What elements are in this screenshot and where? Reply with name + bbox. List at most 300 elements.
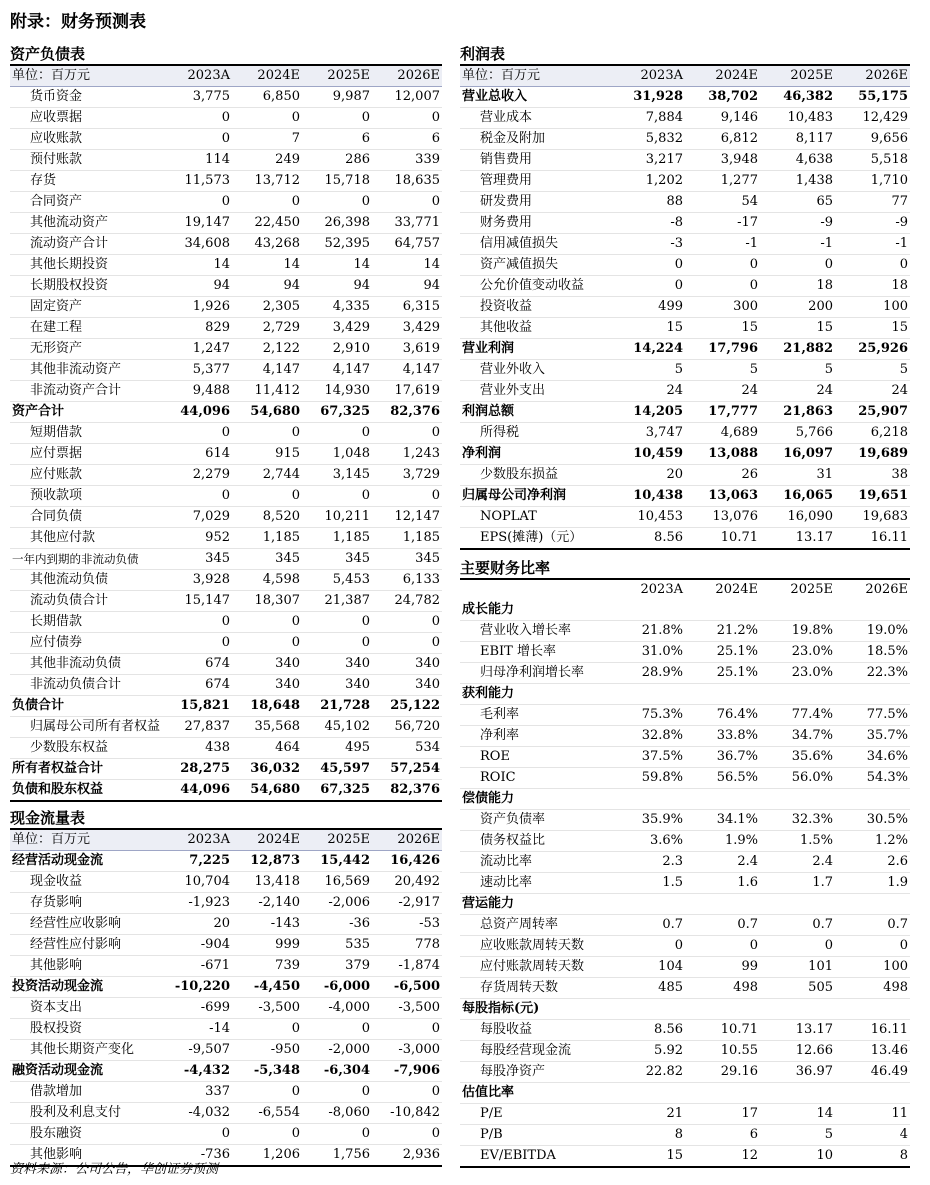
cash-flow-row-label: 股利及利息支付 xyxy=(10,1103,162,1124)
ratios-value: 1.5% xyxy=(760,831,835,852)
ratios-value: 101 xyxy=(760,957,835,978)
income-statement-value: 3,948 xyxy=(685,150,760,171)
cash-flow-table xyxy=(10,830,442,1167)
cash-flow-value: -5,348 xyxy=(232,1061,302,1082)
cash-flow-value: 739 xyxy=(232,956,302,977)
ratios-row xyxy=(460,1146,910,1168)
balance-sheet-row-label: 应付债券 xyxy=(10,633,162,654)
ratios-value: 8 xyxy=(835,1146,910,1168)
balance-sheet-value: 1,185 xyxy=(232,528,302,549)
ratios-value: 34.6% xyxy=(835,747,910,768)
cash-flow-value: 7,225 xyxy=(162,851,232,872)
income-statement-value: 5 xyxy=(610,360,685,381)
cash-flow-value: 1,206 xyxy=(232,1145,302,1167)
ratios-row-label: EV/EBITDA xyxy=(460,1146,610,1168)
income-statement-row xyxy=(460,213,910,234)
income-statement-row-label: 营业外收入 xyxy=(460,360,610,381)
cash-flow-value: -53 xyxy=(372,914,442,935)
income-statement-value: 38,702 xyxy=(685,87,760,108)
income-statement-value: -1 xyxy=(760,234,835,255)
cash-flow-row-label: 其他影响 xyxy=(10,1145,162,1167)
balance-sheet-value: 114 xyxy=(162,150,232,171)
cash-flow-value: -3,500 xyxy=(232,998,302,1019)
ratios-category-row xyxy=(460,600,910,621)
balance-sheet-unit-label: 单位：百万元 xyxy=(10,66,162,87)
ratios-value: 56.0% xyxy=(760,768,835,789)
balance-sheet-row-label: 长期股权投资 xyxy=(10,276,162,297)
cash-flow-value: 12,873 xyxy=(232,851,302,872)
cash-flow-header-row xyxy=(10,830,442,851)
cash-flow-value: -4,000 xyxy=(302,998,372,1019)
income-statement-row xyxy=(460,87,910,108)
cash-flow-row xyxy=(10,956,442,977)
balance-sheet-value: 7 xyxy=(232,129,302,150)
income-statement-value: 25,907 xyxy=(835,402,910,423)
income-statement-value: 0 xyxy=(685,276,760,297)
balance-sheet-table xyxy=(10,66,442,802)
ratios-row xyxy=(460,1020,910,1041)
income-statement-value: 16,097 xyxy=(760,444,835,465)
balance-sheet-row xyxy=(10,633,442,654)
ratios-value: 32.8% xyxy=(610,726,685,747)
income-statement-value: -8 xyxy=(610,213,685,234)
income-statement-panel xyxy=(460,42,910,550)
ratios-value: 18.5% xyxy=(835,642,910,663)
income-statement-row-label: 财务费用 xyxy=(460,213,610,234)
ratios-value: 25.1% xyxy=(685,642,760,663)
cash-flow-value: -6,554 xyxy=(232,1103,302,1124)
balance-sheet-row-label: 其他非流动负债 xyxy=(10,654,162,675)
balance-sheet-value: 534 xyxy=(372,738,442,759)
ratios-value: 0 xyxy=(610,936,685,957)
balance-sheet-value: 0 xyxy=(302,486,372,507)
balance-sheet-value: 34,608 xyxy=(162,234,232,255)
cash-flow-value: 20 xyxy=(162,914,232,935)
ratios-row-label: 每股收益 xyxy=(460,1020,610,1041)
ratios-value: 1.9 xyxy=(835,873,910,894)
balance-sheet-value: 19,147 xyxy=(162,213,232,234)
balance-sheet-value: 0 xyxy=(302,192,372,213)
balance-sheet-value: 0 xyxy=(302,423,372,444)
income-statement-value: 21,882 xyxy=(760,339,835,360)
income-statement-value: 0 xyxy=(835,255,910,276)
income-statement-value: 13,063 xyxy=(685,486,760,507)
cash-flow-value: -10,842 xyxy=(372,1103,442,1124)
income-statement-header-row xyxy=(460,66,910,87)
balance-sheet-value: 0 xyxy=(232,192,302,213)
balance-sheet-value: 464 xyxy=(232,738,302,759)
balance-sheet-value: 18,307 xyxy=(232,591,302,612)
income-statement-value: 5,766 xyxy=(760,423,835,444)
ratios-value: 17 xyxy=(685,1104,760,1125)
income-statement-value: 13,088 xyxy=(685,444,760,465)
balance-sheet-row xyxy=(10,129,442,150)
income-statement-row xyxy=(460,360,910,381)
ratios-value: 75.3% xyxy=(610,705,685,726)
balance-sheet-title: 资产负债表 xyxy=(10,42,442,66)
balance-sheet-value: 13,712 xyxy=(232,171,302,192)
balance-sheet-row-label: 短期借款 xyxy=(10,423,162,444)
income-statement-value: 200 xyxy=(760,297,835,318)
income-statement-value: 24 xyxy=(685,381,760,402)
income-statement-value: 3,747 xyxy=(610,423,685,444)
balance-sheet-value: 674 xyxy=(162,654,232,675)
balance-sheet-value: 4,598 xyxy=(232,570,302,591)
ratios-value: 485 xyxy=(610,978,685,999)
balance-sheet-row-label: 其他非流动资产 xyxy=(10,360,162,381)
balance-sheet-value: 36,032 xyxy=(232,759,302,780)
ratios-category-row xyxy=(460,684,910,705)
ratios-value: 35.6% xyxy=(760,747,835,768)
balance-sheet-row xyxy=(10,570,442,591)
cash-flow-value: 0 xyxy=(302,1124,372,1145)
balance-sheet-value: 94 xyxy=(372,276,442,297)
ratios-value: 0.7 xyxy=(610,915,685,936)
income-statement-value: 31 xyxy=(760,465,835,486)
income-statement-row-label: 净利润 xyxy=(460,444,610,465)
balance-sheet-value: 0 xyxy=(162,129,232,150)
income-statement-value: 17,777 xyxy=(685,402,760,423)
balance-sheet-row-label: 其他流动资产 xyxy=(10,213,162,234)
page-title: 附录：财务预测表 xyxy=(10,12,146,32)
income-statement-row-label: 归属母公司净利润 xyxy=(460,486,610,507)
balance-sheet-value: 22,450 xyxy=(232,213,302,234)
ratios-row xyxy=(460,915,910,936)
income-statement-value: 10.71 xyxy=(685,528,760,550)
income-statement-row-label: 其他收益 xyxy=(460,318,610,339)
income-statement-value: 16.11 xyxy=(835,528,910,550)
ratios-category-label: 偿债能力 xyxy=(460,789,910,810)
income-statement-row-label: 资产减值损失 xyxy=(460,255,610,276)
ratios-row xyxy=(460,957,910,978)
balance-sheet-value: 4,147 xyxy=(302,360,372,381)
ratios-value: 16.11 xyxy=(835,1020,910,1041)
income-statement-value: 8.56 xyxy=(610,528,685,550)
balance-sheet-row xyxy=(10,213,442,234)
income-statement-value: 13.17 xyxy=(760,528,835,550)
ratios-value: 35.7% xyxy=(835,726,910,747)
balance-sheet-value: 6,133 xyxy=(372,570,442,591)
ratios-value: 2.4 xyxy=(760,852,835,873)
income-statement-value: 38 xyxy=(835,465,910,486)
cash-flow-row xyxy=(10,893,442,914)
balance-sheet-row-label: 合同负债 xyxy=(10,507,162,528)
balance-sheet-value: 45,597 xyxy=(302,759,372,780)
balance-sheet-row xyxy=(10,297,442,318)
ratios-value: 1.2% xyxy=(835,831,910,852)
balance-sheet-value: 0 xyxy=(232,486,302,507)
income-statement-unit-label: 单位：百万元 xyxy=(460,66,610,87)
ratios-value: 5.92 xyxy=(610,1041,685,1062)
cash-flow-row xyxy=(10,1124,442,1145)
cash-flow-row-label: 存货影响 xyxy=(10,893,162,914)
balance-sheet-value: 52,395 xyxy=(302,234,372,255)
balance-sheet-value: 2,910 xyxy=(302,339,372,360)
ratios-value: 8 xyxy=(610,1125,685,1146)
income-statement-row xyxy=(460,465,910,486)
ratios-value: 22.3% xyxy=(835,663,910,684)
cash-flow-value: 15,442 xyxy=(302,851,372,872)
ratios-value: 8.56 xyxy=(610,1020,685,1041)
ratios-row-label: 资产负债率 xyxy=(460,810,610,831)
ratios-value: 34.7% xyxy=(760,726,835,747)
balance-sheet-value: 345 xyxy=(162,549,232,570)
cash-flow-row xyxy=(10,914,442,935)
balance-sheet-value: 0 xyxy=(162,486,232,507)
ratios-value: 99 xyxy=(685,957,760,978)
cash-flow-value: -950 xyxy=(232,1040,302,1061)
ratios-value: 100 xyxy=(835,957,910,978)
income-statement-row xyxy=(460,339,910,360)
income-statement-row-label: 研发费用 xyxy=(460,192,610,213)
ratios-row-label: P/E xyxy=(460,1104,610,1125)
income-statement-row xyxy=(460,276,910,297)
ratios-value: 25.1% xyxy=(685,663,760,684)
balance-sheet-value: 1,243 xyxy=(372,444,442,465)
ratios-row-label: 营业收入增长率 xyxy=(460,621,610,642)
ratios-value: 1.7 xyxy=(760,873,835,894)
balance-sheet-row-label: 负债合计 xyxy=(10,696,162,717)
ratios-row xyxy=(460,873,910,894)
ratios-value: 54.3% xyxy=(835,768,910,789)
balance-sheet-value: 14 xyxy=(162,255,232,276)
ratios-row xyxy=(460,1104,910,1125)
balance-sheet-value: 21,728 xyxy=(302,696,372,717)
income-statement-row-label: 利润总额 xyxy=(460,402,610,423)
income-statement-value: 16,090 xyxy=(760,507,835,528)
income-statement-value: 13,076 xyxy=(685,507,760,528)
income-statement-value: 20 xyxy=(610,465,685,486)
cash-flow-value: 0 xyxy=(372,1082,442,1103)
balance-sheet-value: 18,635 xyxy=(372,171,442,192)
balance-sheet-value: 28,275 xyxy=(162,759,232,780)
ratios-row-label: 债务权益比 xyxy=(460,831,610,852)
ratios-value: 31.0% xyxy=(610,642,685,663)
income-statement-row xyxy=(460,108,910,129)
balance-sheet-year-header: 2024E xyxy=(232,66,302,87)
cash-flow-value: 0 xyxy=(162,1124,232,1145)
ratios-value: 10.55 xyxy=(685,1041,760,1062)
cash-flow-row-label: 资本支出 xyxy=(10,998,162,1019)
cash-flow-value: -7,906 xyxy=(372,1061,442,1082)
ratios-value: 6 xyxy=(685,1125,760,1146)
ratios-row-label: 应收账款周转天数 xyxy=(460,936,610,957)
income-statement-value: 19,651 xyxy=(835,486,910,507)
balance-sheet-value: 0 xyxy=(372,108,442,129)
balance-sheet-value: 4,335 xyxy=(302,297,372,318)
balance-sheet-value: 4,147 xyxy=(232,360,302,381)
ratios-year-header: 2026E xyxy=(865,582,908,598)
balance-sheet-value: 345 xyxy=(232,549,302,570)
balance-sheet-value: 44,096 xyxy=(162,402,232,423)
ratios-value: 36.97 xyxy=(760,1062,835,1083)
income-statement-row xyxy=(460,255,910,276)
balance-sheet-row xyxy=(10,549,442,570)
ratios-category-label: 每股指标(元) xyxy=(460,999,910,1020)
balance-sheet-row-label: 应收账款 xyxy=(10,129,162,150)
balance-sheet-value: 340 xyxy=(232,675,302,696)
cash-flow-row-label: 借款增加 xyxy=(10,1082,162,1103)
cash-flow-value: -2,140 xyxy=(232,893,302,914)
balance-sheet-value: 0 xyxy=(162,423,232,444)
balance-sheet-row xyxy=(10,612,442,633)
ratios-value: 12 xyxy=(685,1146,760,1168)
balance-sheet-value: 17,619 xyxy=(372,381,442,402)
ratios-row xyxy=(460,768,910,789)
balance-sheet-value: 57,254 xyxy=(372,759,442,780)
income-statement-value: 26 xyxy=(685,465,760,486)
balance-sheet-value: 2,729 xyxy=(232,318,302,339)
ratios-year-header: 2023A xyxy=(640,582,683,598)
ratios-value: 104 xyxy=(610,957,685,978)
ratios-row xyxy=(460,621,910,642)
balance-sheet-value: 26,398 xyxy=(302,213,372,234)
ratios-category-row xyxy=(460,789,910,810)
balance-sheet-value: 11,412 xyxy=(232,381,302,402)
cash-flow-value: -4,450 xyxy=(232,977,302,998)
income-statement-row-label: 营业成本 xyxy=(460,108,610,129)
cash-flow-value: -6,000 xyxy=(302,977,372,998)
balance-sheet-row xyxy=(10,318,442,339)
cash-flow-value: 16,569 xyxy=(302,872,372,893)
cash-flow-row-label: 投资活动现金流 xyxy=(10,977,162,998)
balance-sheet-value: 0 xyxy=(302,108,372,129)
income-statement-value: -17 xyxy=(685,213,760,234)
balance-sheet-value: 3,928 xyxy=(162,570,232,591)
balance-sheet-value: 4,147 xyxy=(372,360,442,381)
cash-flow-value: -10,220 xyxy=(162,977,232,998)
income-statement-value: 5 xyxy=(685,360,760,381)
ratios-value: 0.7 xyxy=(760,915,835,936)
balance-sheet-row xyxy=(10,528,442,549)
ratios-value: 33.8% xyxy=(685,726,760,747)
balance-sheet-value: 67,325 xyxy=(302,402,372,423)
balance-sheet-value: 2,279 xyxy=(162,465,232,486)
ratios-value: 29.16 xyxy=(685,1062,760,1083)
cash-flow-value: 20,492 xyxy=(372,872,442,893)
income-statement-row-label: 销售费用 xyxy=(460,150,610,171)
ratios-value: 2.4 xyxy=(685,852,760,873)
cash-flow-row-label: 股权投资 xyxy=(10,1019,162,1040)
income-statement-value: 46,382 xyxy=(760,87,835,108)
cash-flow-value: -6,304 xyxy=(302,1061,372,1082)
balance-sheet-value: 14 xyxy=(232,255,302,276)
ratios-category-label: 营运能力 xyxy=(460,894,910,915)
ratios-value: 0 xyxy=(835,936,910,957)
ratios-unit-label xyxy=(460,580,610,600)
ratios-value: 21 xyxy=(610,1104,685,1125)
ratios-value: 36.7% xyxy=(685,747,760,768)
cash-flow-value: 379 xyxy=(302,956,372,977)
balance-sheet-value: 35,568 xyxy=(232,717,302,738)
income-statement-value: 16,065 xyxy=(760,486,835,507)
cash-flow-value: -4,432 xyxy=(162,1061,232,1082)
income-statement-value: 9,656 xyxy=(835,129,910,150)
balance-sheet-row xyxy=(10,276,442,297)
balance-sheet-value: 10,211 xyxy=(302,507,372,528)
balance-sheet-value: 0 xyxy=(372,633,442,654)
ratios-row xyxy=(460,852,910,873)
ratios-value: 21.2% xyxy=(685,621,760,642)
ratios-row-label: 流动比率 xyxy=(460,852,610,873)
balance-sheet-value: 43,268 xyxy=(232,234,302,255)
income-statement-year-header: 2025E xyxy=(760,66,835,87)
ratios-value: 11 xyxy=(835,1104,910,1125)
balance-sheet-value: 33,771 xyxy=(372,213,442,234)
income-statement-value: -1 xyxy=(685,234,760,255)
balance-sheet-row-label: 预收款项 xyxy=(10,486,162,507)
ratios-value: 19.8% xyxy=(760,621,835,642)
income-statement-row xyxy=(460,402,910,423)
ratios-value: 77.4% xyxy=(760,705,835,726)
income-statement-value: 88 xyxy=(610,192,685,213)
income-statement-row xyxy=(460,297,910,318)
ratios-row xyxy=(460,747,910,768)
ratios-value: 10 xyxy=(760,1146,835,1168)
balance-sheet-value: 0 xyxy=(372,423,442,444)
balance-sheet-value: 614 xyxy=(162,444,232,465)
balance-sheet-value: 340 xyxy=(372,654,442,675)
income-statement-year-header: 2024E xyxy=(685,66,760,87)
cash-flow-row xyxy=(10,977,442,998)
income-statement-value: 10,438 xyxy=(610,486,685,507)
cash-flow-value: 0 xyxy=(302,1082,372,1103)
cash-flow-value: 13,418 xyxy=(232,872,302,893)
income-statement-value: 1,202 xyxy=(610,171,685,192)
cash-flow-value: -904 xyxy=(162,935,232,956)
ratios-row-label: 存货周转天数 xyxy=(460,978,610,999)
balance-sheet-year-header: 2026E xyxy=(372,66,442,87)
income-statement-row xyxy=(460,486,910,507)
balance-sheet-value: 0 xyxy=(372,486,442,507)
ratios-row xyxy=(460,663,910,684)
income-statement-value: 10,459 xyxy=(610,444,685,465)
ratios-value: 12.66 xyxy=(760,1041,835,1062)
income-statement-value: 21,863 xyxy=(760,402,835,423)
cash-flow-value: -6,500 xyxy=(372,977,442,998)
balance-sheet-row-label: 非流动负债合计 xyxy=(10,675,162,696)
ratios-row-label: ROIC xyxy=(460,768,610,789)
income-statement-value: 77 xyxy=(835,192,910,213)
ratios-row-label: 速动比率 xyxy=(460,873,610,894)
income-statement-value: 5,518 xyxy=(835,150,910,171)
cash-flow-row-label: 经营活动现金流 xyxy=(10,851,162,872)
balance-sheet-value: 5,453 xyxy=(302,570,372,591)
cash-flow-value: -8,060 xyxy=(302,1103,372,1124)
income-statement-value: 6,812 xyxy=(685,129,760,150)
cash-flow-value: 0 xyxy=(372,1124,442,1145)
balance-sheet-value: 54,680 xyxy=(232,780,302,802)
income-statement-value: 0 xyxy=(610,255,685,276)
income-statement-value: 15 xyxy=(760,318,835,339)
balance-sheet-row xyxy=(10,696,442,717)
ratios-value: 32.3% xyxy=(760,810,835,831)
cash-flow-value: 337 xyxy=(162,1082,232,1103)
balance-sheet-value: 2,122 xyxy=(232,339,302,360)
income-statement-value: 1,710 xyxy=(835,171,910,192)
cash-flow-value: 0 xyxy=(232,1019,302,1040)
balance-sheet-value: 64,757 xyxy=(372,234,442,255)
balance-sheet-row-label: 其他流动负债 xyxy=(10,570,162,591)
balance-sheet-value: 9,987 xyxy=(302,87,372,108)
income-statement-value: 10,483 xyxy=(760,108,835,129)
balance-sheet-value: 495 xyxy=(302,738,372,759)
cash-flow-row-label: 股东融资 xyxy=(10,1124,162,1145)
balance-sheet-value: 1,185 xyxy=(372,528,442,549)
balance-sheet-value: 0 xyxy=(302,633,372,654)
ratios-value: 0.7 xyxy=(685,915,760,936)
balance-sheet-value: 82,376 xyxy=(372,402,442,423)
